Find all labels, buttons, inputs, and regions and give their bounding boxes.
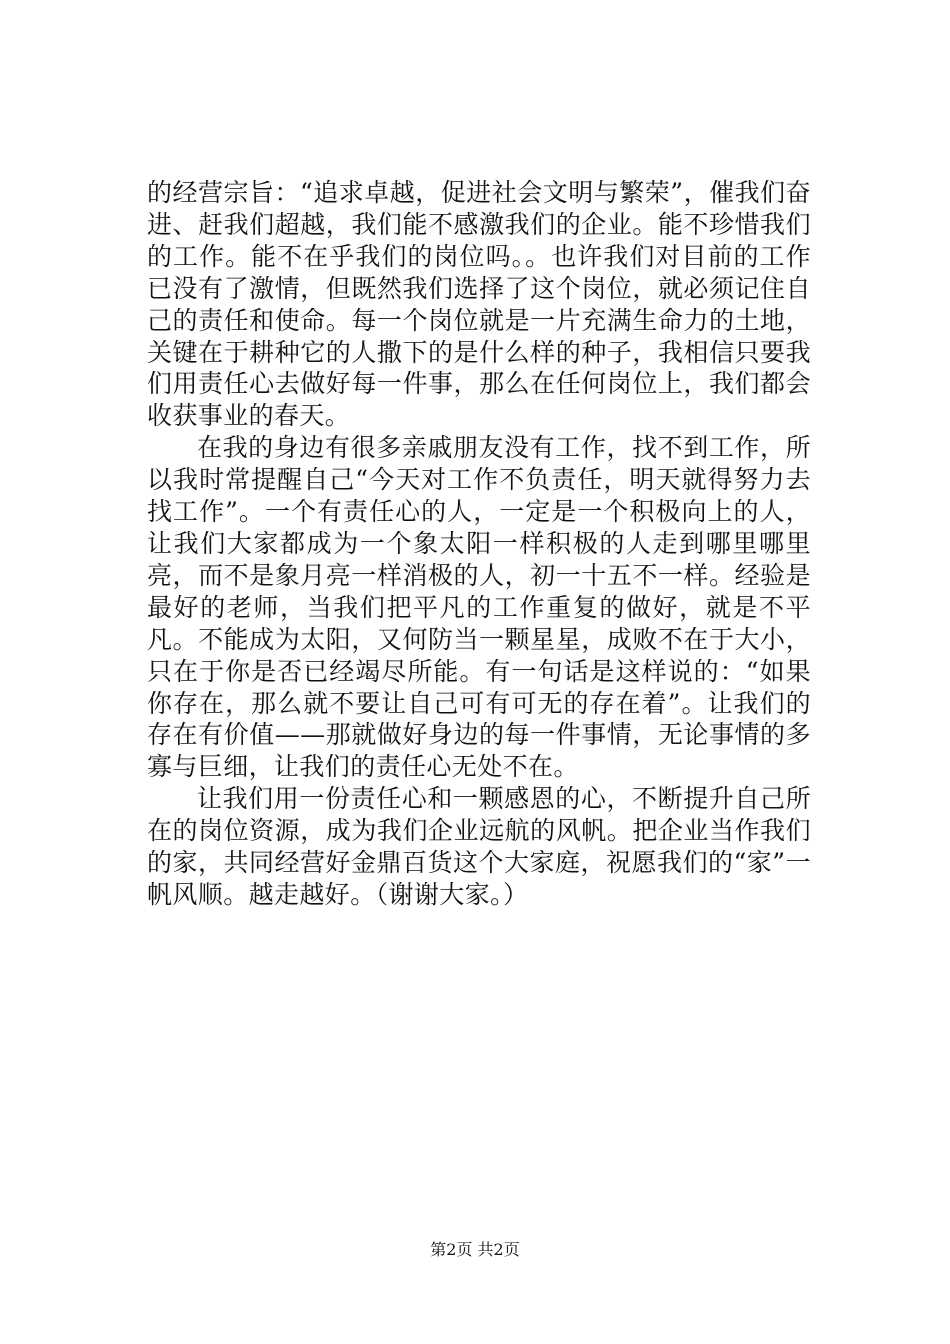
page-number-footer: 第2页 共2页: [430, 1240, 520, 1259]
document-body: [147, 177, 811, 911]
paragraph-responsibility: 在我的身边有很多亲戚朋友没有工作，找不到工作，所以我时常提醒自己“今天对工作不负责任，明天就得努力去找工作”。一个有责任心的人，一定是一个积极向上的人，让我们大家都成为一个象太阳一样积极的人走到哪里哪里亮，而不是象月亮一样消极的人，初一十五不一样。经验是最好的老师，当我们把平凡的工作重复的做好，就是不平凡。不能成为太阳，又何防当一颗星星，成败不在于大小，只在于你是否已经竭尽所能。有一句话是这样说的：“如果你存在，那么就不要让自己可有可无的存在着”。让我们的存在有价值——那就做好身边的每一件事情，无论事情的多寡与巨细，让我们的责任心无处不在。: [147, 433, 811, 782]
paragraph-continuation: 的经营宗旨：“追求卓越，促进社会文明与繁荣”，催我们奋进、赶我们超越，我们能不感激我们的企业。能不珍惜我们的工作。能不在乎我们的岗位吗。。也许我们对目前的工作已没有了激情，但既然我们选择了这个岗位，就必须记住自己的责任和使命。每一个岗位就是一片充满生命力的土地，关键在于耕种它的人撒下的是什么样的种子，我相信只要我们用责任心去做好每一件事，那么在任何岗位上，我们都会收获事业的春天。: [147, 178, 811, 431]
paragraph-closing: 让我们用一份责任心和一颗感恩的心，不断提升自己所在的岗位资源，成为我们企业远航的风帆。把企业当作我们的家，共同经营好金鼎百货这个大家庭，祝愿我们的“家”一帆风顺。越走越好。（谢谢大家。）: [147, 784, 811, 909]
